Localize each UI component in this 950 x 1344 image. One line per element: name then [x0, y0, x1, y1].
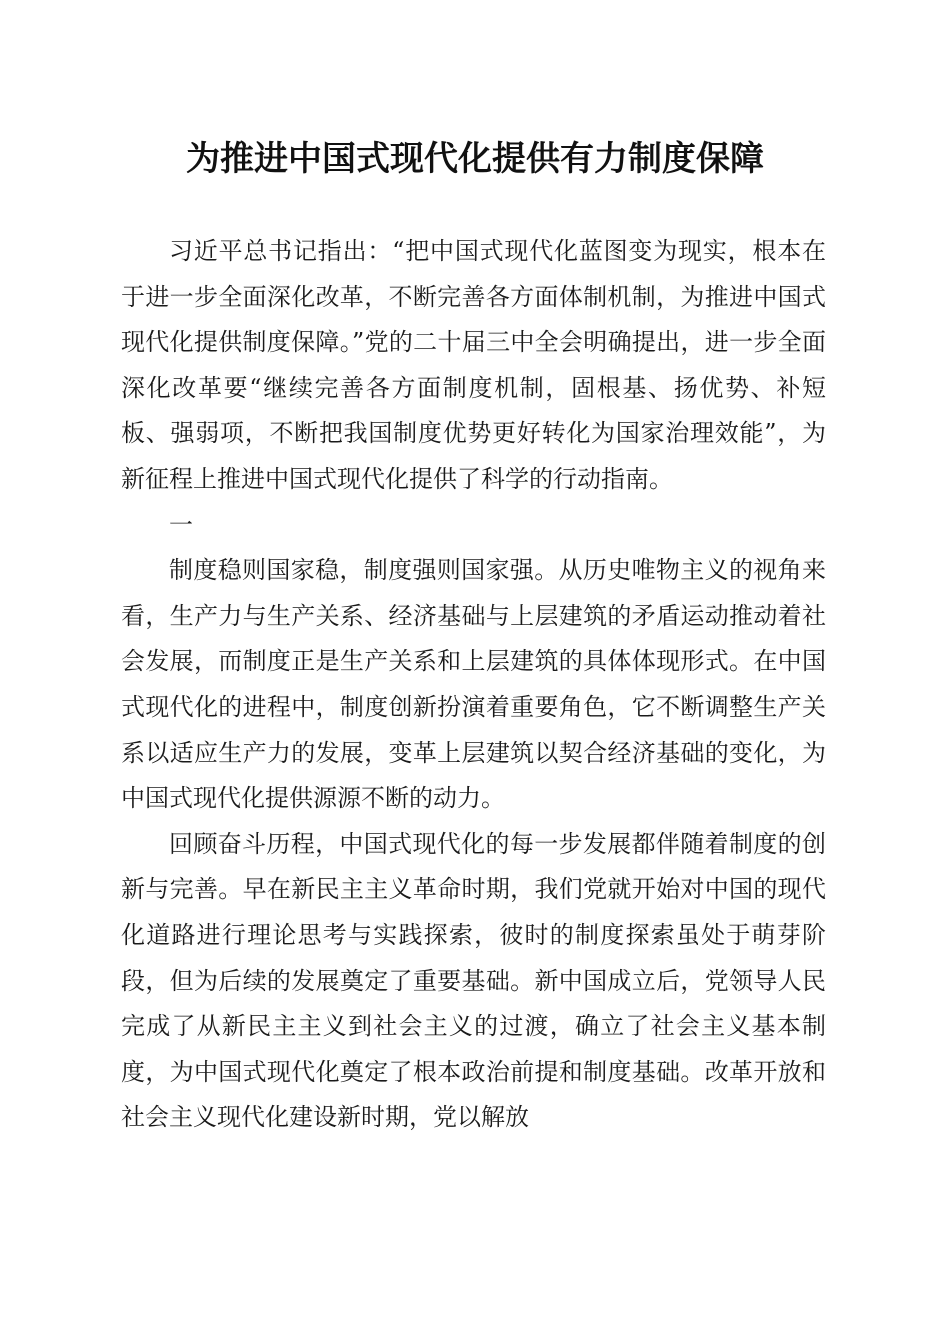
- section-number: 一: [169, 510, 193, 539]
- document-title: 为推进中国式现代化提供有力制度保障: [186, 139, 764, 179]
- paragraph-intro: 习近平总书记指出：“把中国式现代化蓝图变为现实，根本在于进一步全面深化改革，不断完善各方面体制机制，为推进中国式现代化提供制度保障。”党的二十届三中全会明确提出，进一步全面深化改革要“继续完善各方面制度机制，固根基、扬优势、补短板、强弱项，不断把我国制度优势更好转化为国家治理效能”，为新征程上推进中国式现代化提供了科学的行动指南。: [121, 237, 826, 493]
- paragraph-institution-stability: 制度稳则国家稳，制度强则国家强。从历史唯物主义的视角来看，生产力与生产关系、经济基础与上层建筑的矛盾运动推动着社会发展，而制度正是生产关系和上层建筑的具体体现形式。在中国式现代化的进程中，制度创新扮演着重要角色，它不断调整生产关系以适应生产力的发展，变革上层建筑以契合经济基础的变化，为中国式现代化提供源源不断的动力。: [121, 556, 826, 813]
- paragraph-history-review: 回顾奋斗历程，中国式现代化的每一步发展都伴随着制度的创新与完善。早在新民主主义革命时期，我们党就开始对中国的现代化道路进行理论思考与实践探索，彼时的制度探索虽处于萌芽阶段，但为后续的发展奠定了重要基础。新中国成立后，党领导人民完成了从新民主主义到社会主义的过渡，确立了社会主义基本制度，为中国式现代化奠定了根本政治前提和制度基础。改革开放和社会主义现代化建设新时期，党以解放: [121, 829, 826, 1132]
- document-body: [121, 229, 826, 1141]
